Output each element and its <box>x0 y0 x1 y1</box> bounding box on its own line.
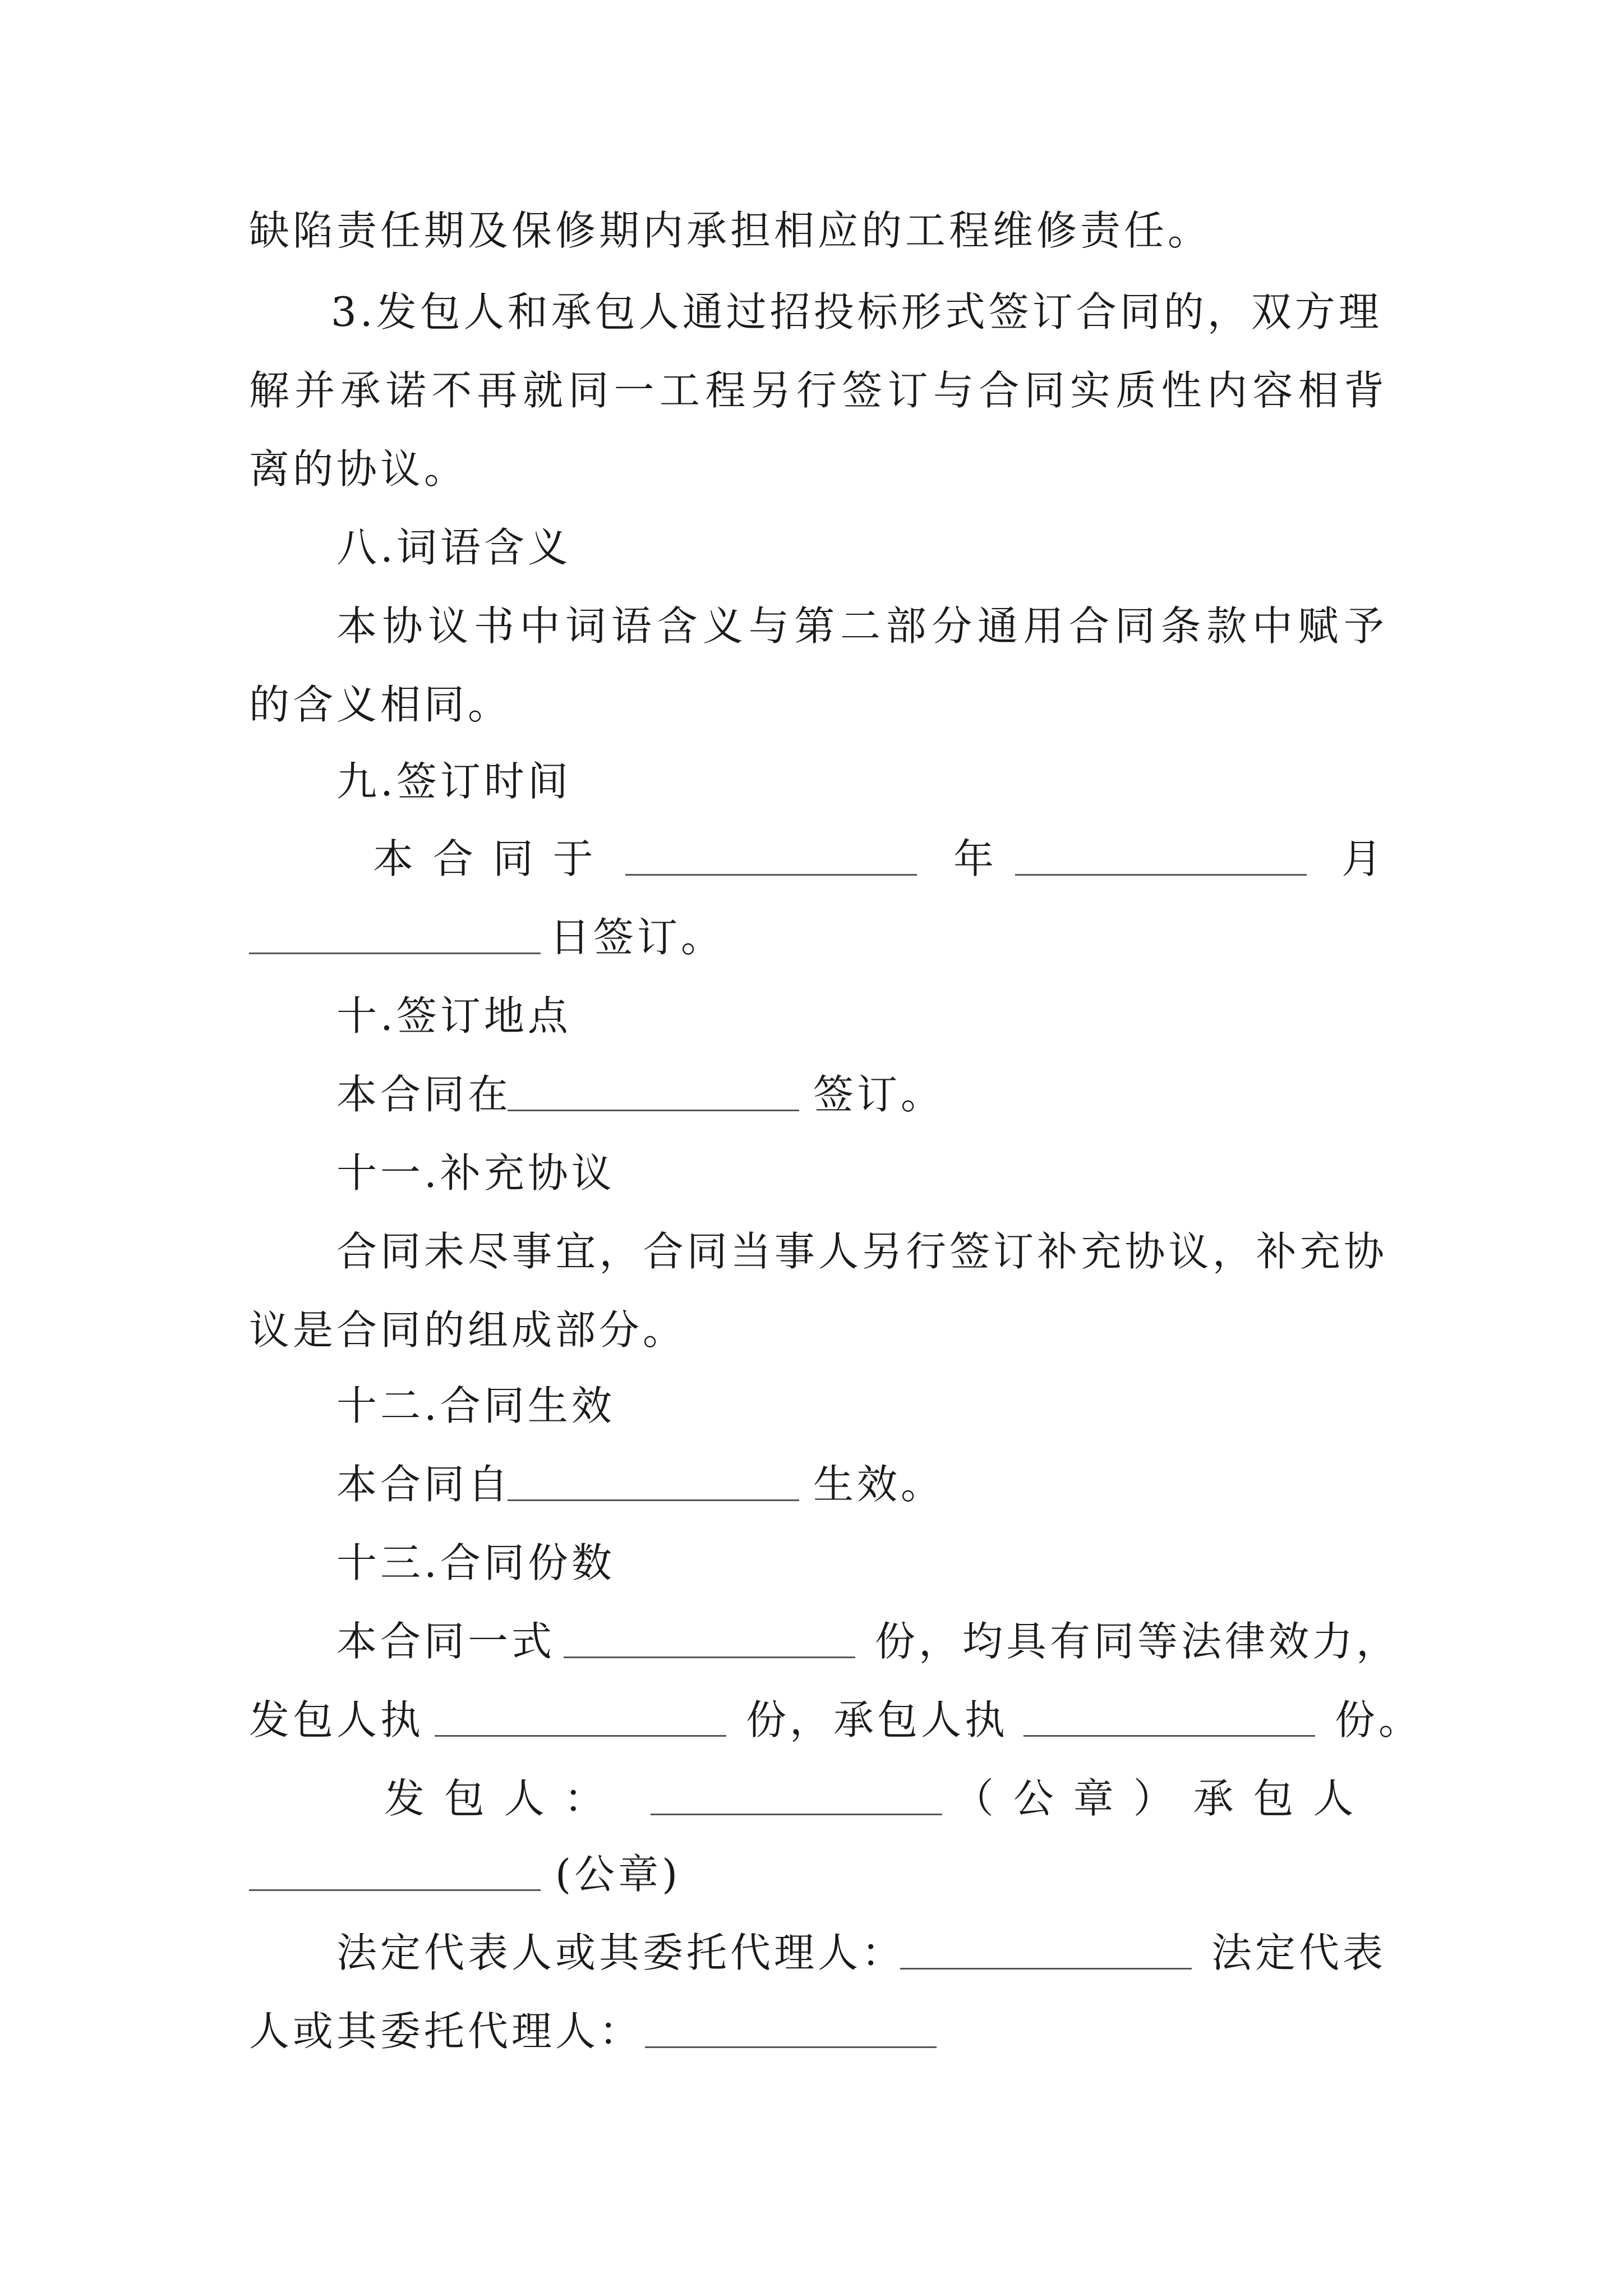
place-blank <box>508 1077 799 1111</box>
employer-blank <box>651 1781 942 1815</box>
text-fragment: 本合同一式 <box>336 1618 556 1665</box>
text-fragment: 发 包 人 ： <box>384 1775 608 1822</box>
text-line: 的含义相同。 <box>249 681 512 728</box>
section-heading: 八.词语含义 <box>336 524 571 571</box>
text-fragment: 月 <box>1341 835 1386 882</box>
copies-blank <box>564 1624 855 1658</box>
text-fragment: 份。 <box>1335 1696 1423 1743</box>
employer-rep-blank <box>900 1935 1192 1970</box>
section-heading: 九.签订时间 <box>336 758 571 805</box>
section-heading: 十二.合同生效 <box>336 1382 615 1429</box>
text-fragment: (公章) <box>555 1851 681 1898</box>
text-fragment: 人或其委托代理人： <box>249 2008 643 2055</box>
text-fragment: 年 <box>953 835 998 882</box>
text-fragment: 法定代表人或其委托代理人： <box>336 1929 906 1976</box>
text-line: 本协议书中词语含义与第二部分通用合同条款中赋予 <box>336 602 1387 650</box>
day-blank <box>249 920 541 954</box>
text-fragment: 份，均具有同等法律效力， <box>875 1618 1400 1665</box>
year-blank <box>625 841 917 876</box>
text-fragment: 生效。 <box>813 1461 945 1508</box>
contractor-blank <box>249 1857 541 1891</box>
text-fragment: 日签订。 <box>550 914 725 961</box>
text-fragment: （ 公 章 ） 承 包 人 <box>953 1775 1357 1822</box>
text-line: 缺陷责任期及保修期内承担相应的工程维修责任。 <box>249 207 1212 254</box>
contractor-rep-blank <box>645 2014 937 2048</box>
text-fragment: 本合同自 <box>336 1461 512 1508</box>
text-fragment: 发包人执 <box>249 1696 425 1743</box>
month-blank <box>1015 841 1307 876</box>
text-line: 议是合同的组成部分。 <box>249 1306 687 1354</box>
text-line: 合同未尽事宜，合同当事人另行签订补充协议，补充协 <box>336 1228 1387 1275</box>
section-heading: 十三.合同份数 <box>336 1539 615 1586</box>
section-heading: 十一.补充协议 <box>336 1149 615 1197</box>
text-fragment: 法定代表 <box>1211 1929 1387 1976</box>
employer-copies-blank <box>435 1703 726 1737</box>
text-fragment: 本合同在 <box>336 1071 512 1118</box>
effective-blank <box>508 1467 799 1501</box>
contractor-copies-blank <box>1023 1703 1315 1737</box>
section-heading: 十.签订地点 <box>336 992 571 1039</box>
text-fragment: 签订。 <box>813 1071 945 1118</box>
text-line: 3.发包人和承包人通过招投标形式签订合同的，双方理 <box>331 288 1382 335</box>
text-fragment: 份，承包人执 <box>746 1696 1009 1743</box>
text-fragment: 本 合 同 于 <box>373 835 597 882</box>
text-line: 解并承诺不再就同一工程另行签订与合同实质性内容相背 <box>249 367 1387 414</box>
text-line: 离的协议。 <box>249 445 468 493</box>
